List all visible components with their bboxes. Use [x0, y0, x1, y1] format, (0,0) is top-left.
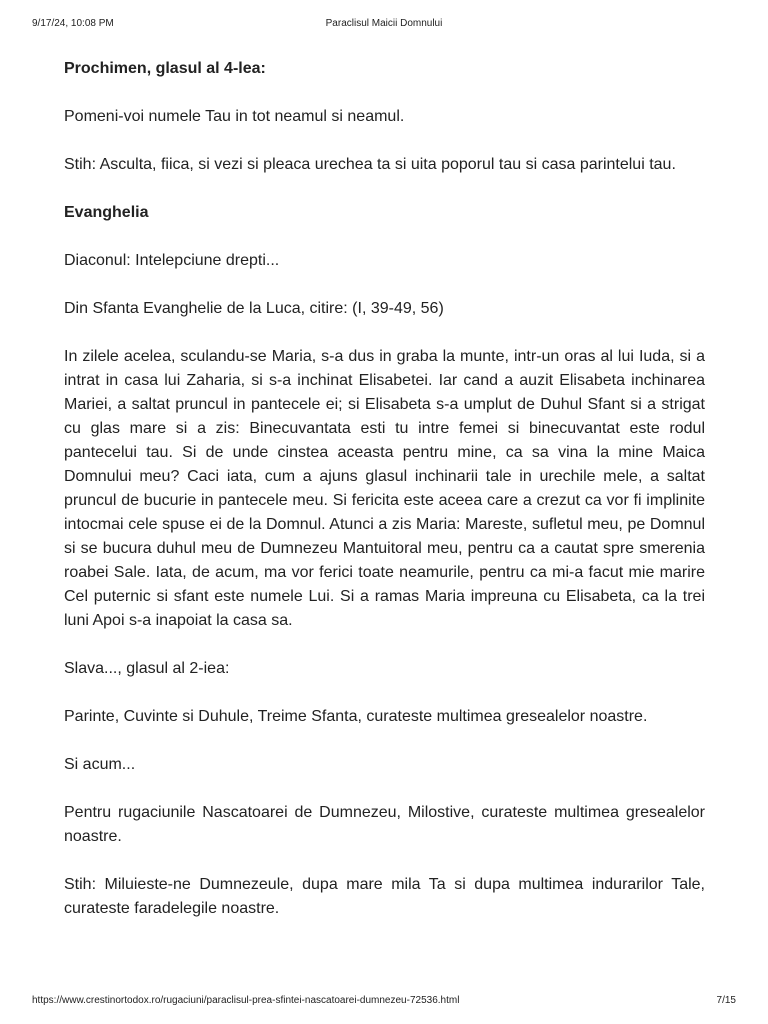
si-acum-paragraph: Si acum... — [64, 756, 136, 773]
print-footer — [0, 994, 768, 1008]
source-url[interactable]: https://www.crestinortodox.ro/rugaciuni/paraclisul-prea-sfintei-nascatoarei-dumnezeu-72536.html — [32, 995, 460, 1006]
document-body — [64, 57, 705, 945]
citire-paragraph: Din Sfanta Evanghelie de la Luca, citire: (I, 39-49, 56) — [64, 300, 444, 317]
prochimen-text: Pomeni-voi numele Tau in tot neamul si neamul. — [64, 108, 405, 125]
evanghelia-heading: Evanghelia — [64, 204, 149, 221]
print-header — [0, 17, 768, 31]
print-datetime: 9/17/24, 10:08 PM — [32, 18, 114, 29]
page-title: Paraclisul Maicii Domnului — [325, 18, 443, 29]
slava-paragraph: Slava..., glasul al 2-iea: — [64, 660, 230, 677]
parinte-paragraph: Parinte, Cuvinte si Duhule, Treime Sfanta, curateste multimea gresealelor noastre. — [64, 708, 648, 725]
prochimen-heading: Prochimen, glasul al 4-lea: — [64, 60, 266, 77]
diaconul-paragraph: Diaconul: Intelepciune drepti... — [64, 252, 280, 269]
stih-miluieste-paragraph: Stih: Miluieste-ne Dumnezeule, dupa mare mila Ta si dupa multimea indurarilor Tale, curateste faradelegile noastre. — [64, 876, 705, 917]
page-number: 7/15 — [716, 995, 736, 1006]
gospel-paragraph: In zilele acelea, sculandu-se Maria, s-a dus in graba la munte, intr-un oras al lui Iuda, si a intrat in casa lui Zaharia, si s-a inchinat Elisabetei. Iar cand a auzit Elisabeta inchinarea Mariei, a saltat pruncul in pantecele ei; si Elisabeta s-a umplut de Duhul Sfant si a strigat cu glas mare si a zis: Binecuvantata esti tu intre femei si binecuvantat este rodul pantecelui tau. Si de unde cinstea aceasta pentru mine, ca sa vina la mine Maica Domnului meu? Caci iata, cum a ajuns glasul inchinarii tale in urechile mele, a saltat pruncul de bucurie in pantecele meu. Si fericita este aceea care a crezut ca vor fi implinite intocmai cele spuse ei de la Domnul. Atunci a zis Maria: Mareste, sufletul meu, pe Domnul si se bucura duhul meu de Dumnezeu Mantuitoral meu, pentru ca a cautat spre smerenia roabei Sale. Iata, de acum, ma vor ferici toate neamurile, pentru ca mi-a facut mie marire Cel puternic si sfant este numele Lui. Si a ramas Maria impreuna cu Elisabeta, ca la trei luni Apoi s-a inapoiat la casa sa. — [64, 348, 705, 629]
stih-paragraph: Stih: Asculta, fiica, si vezi si pleaca urechea ta si uita poporul tau si casa parintelui tau. — [64, 156, 676, 173]
pentru-paragraph: Pentru rugaciunile Nascatoarei de Dumnezeu, Milostive, curateste multimea gresealelor noastre. — [64, 804, 705, 845]
